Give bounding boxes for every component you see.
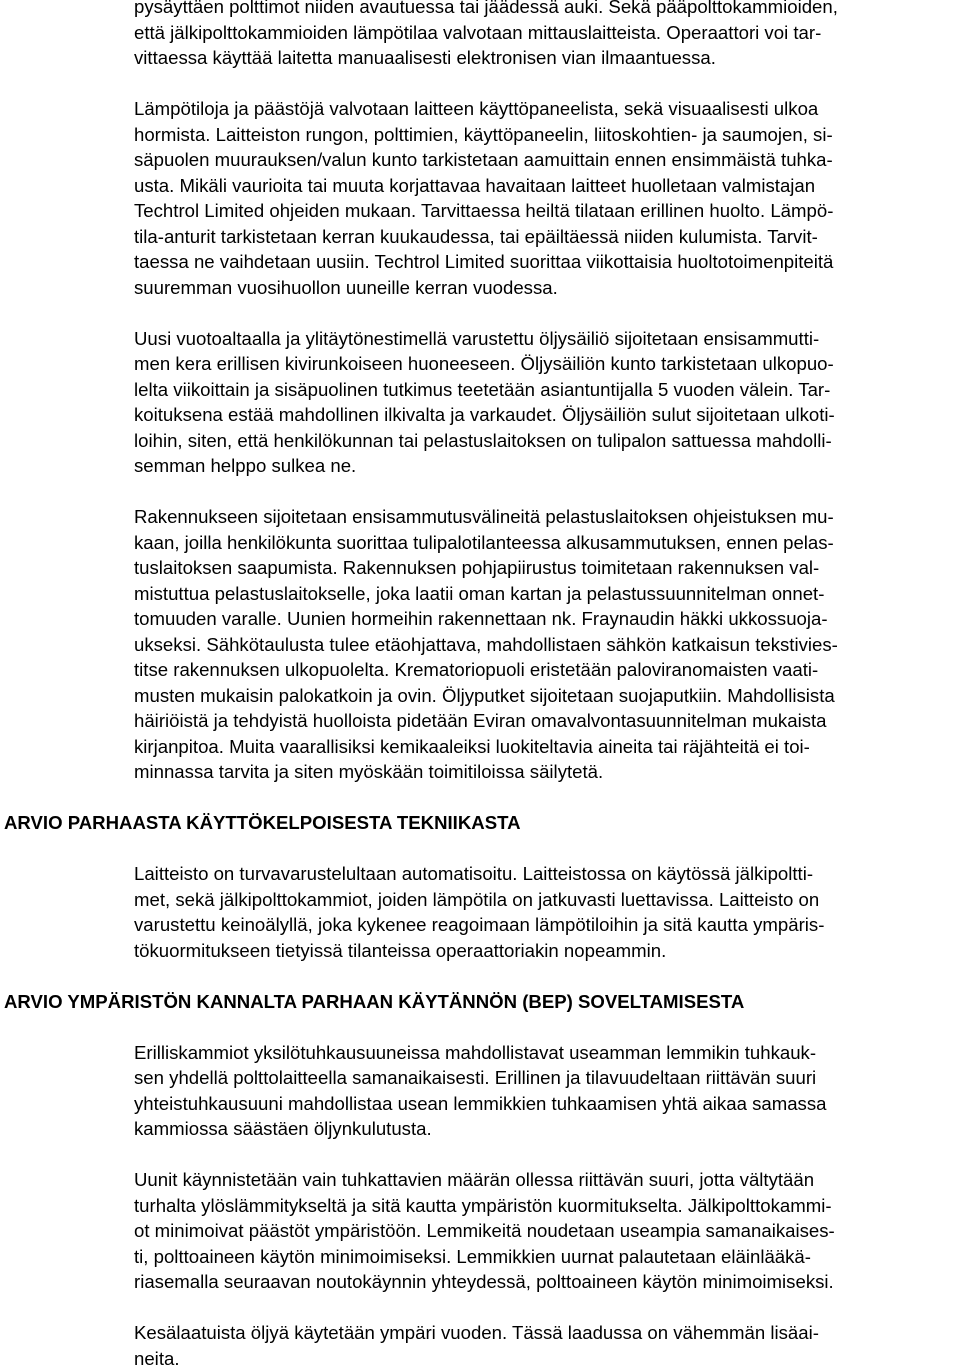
paragraph-fire-safety: Rakennukseen sijoitetaan ensisammutusvälineitä pelastuslaitoksen ohjeistuksen mu- kaan, joilla henkilökunta suorittaa tulipalotilanteessa alkusammutuksen, ennen pelas- tuslaitoksen saapumista. Rakennuksen pohjapiirustus toimitetaan rakennuksen val- mistuttua pelastuslaitokselle, joka laatii oman kartan ja pelastussuunnitelman onnet- tomuuden varalle. Uunien hormeihin rakennettaan nk. Fraynaudin häkki ukkossuoja- ukseksi. Sähkötaulusta tulee etäohjattava, mahdollistaen sähkön katkaisun tekstivies- titse rakennuksen ulkopuolelta. Krematoriopuoli eristetään paloviranomaisten vaati- musten mukaisin palokatkoin ja ovin. Öljyputket sijoitetaan suojaputkiin. Mahdollisista häiriöistä ja tehdyistä huolloista pidetään Eviran omavalvontasuunnitelman mukaista kirjanpitoa. Muita vaarallisiksi kemikaaleiksi luokiteltavia aineita tai räjähteitä ei toi- minnassa tarvita ja siten myöskään toimitiloissa säilytetä. <box>134 506 838 782</box>
paragraph-gap <box>0 1295 960 1321</box>
paragraph-bep-chambers: Erilliskammiot yksilötuhkausuuneissa mahdollistavat useamman lemmikin tuhkauk- sen yhdellä polttolaitteella samanaikaisesti. Erillinen ja tilavuudeltaan riittävän suuri yhteistuhkausuuni mahdollistaa usean lemmikkien tuhkaamisen yhtä aikaa samassa kammiossa säästäen öljynkulutusta. <box>134 1041 827 1139</box>
paragraph-oil-tank: Uusi vuotoaltaalla ja ylitäytönestimellä varustettu öljysäiliö sijoitetaan ensisammutti- men kera erillisen kivirunkoiseen huoneeseen. Öljysäiliön kunto tarkistetaan ulkopuo- lelta viikoittain ja sisäpuolinen tutkimus teetetään asiantuntijalla 5 vuoden välein. Tar- koituksena estää mahdollinen ilkivalta ja varkaudet. Öljysäiliön sulut sijoitetaan ulkoti- loihin, siten, että henkilökunnan tai pelastuslaitoksen on tulipalon sattuessa mahdolli- semman helppo sulkea ne. <box>134 327 835 476</box>
paragraph-gap <box>0 71 960 97</box>
paragraph-gap <box>0 963 960 989</box>
paragraph-bep-operation: Uunit käynnistetään vain tuhkattavien määrän ollessa riittävän suuri, jotta vältytään turhalta ylöslämmitykseltä ja sitä kautta ympäristön kuormitukselta. Jälkipolttokammi- ot minimoivat päästöt ympäristöön. Lemmikeitä noudetaan useampia samanaikaises- ti, polttoaineen käytön minimoimiseksi. Lemmikkien uurnat palautetaan eläinlääkä- riasemalla seuraavan noutokäynnin yhteydessä, polttoaineen käytön minimoimiseksi. <box>134 1169 835 1292</box>
section-heading-bat: ARVIO PARHAASTA KÄYTTÖKELPOISESTA TEKNIIKASTA <box>4 812 521 833</box>
paragraph-gap <box>0 1142 960 1168</box>
section-heading-bep: ARVIO YMPÄRISTÖN KANNALTA PARHAAN KÄYTÄNNÖN (BEP) SOVELTAMISESTA <box>4 990 745 1012</box>
paragraph-burner-control: pysäyttäen polttimot niiden avautuessa tai jäädessä auki. Sekä pääpolttokammioiden, että jälkipolttokammioiden lämpötilaa valvotaan mittauslaitteista. Operaattori voi tar- vittaessa käyttää laitetta manuaalisesti elektronisen vian ilmaantuessa. <box>134 0 838 68</box>
paragraph-gap <box>0 785 960 811</box>
paragraph-gap <box>0 479 960 505</box>
paragraph-gap <box>0 300 960 326</box>
paragraph-monitoring: Lämpötiloja ja päästöjä valvotaan laitteen käyttöpaneelista, sekä visuaalisesti ulkoa hormista. Laitteiston rungon, polttimien, käyttöpaneelin, liitoskohtien- ja saumojen, si- säpuolen muurauksen/valun kunto tarkistetaan aamuittain ennen ensimmäistä tuhka- usta. Mikäli vaurioita tai muuta korjattavaa havaitaan laitteet huolletaan valmistajan Techtrol Limited ohjeiden mukaan. Tarvittaessa heiltä tilataan erillinen huolto. Lämpö- tila-anturit tarkistetaan kerran kuukaudessa, tai epäiltäessä niiden kulumista. Tarvit- taessa ne vaihdetaan uusiin. Techtrol Limited suorittaa viikottaisia huoltotoimenpiteitä suuremman vuosihuollon uuneille kerran vuodessa. <box>134 98 834 298</box>
paragraph-bep-oil: Kesälaatuista öljyä käytetään ympäri vuoden. Tässä laadussa on vähemmän lisäai- neita. <box>134 1322 819 1369</box>
paragraph-gap <box>0 1014 960 1040</box>
paragraph-gap <box>0 836 960 862</box>
paragraph-bat: Laitteisto on turvavarustelultaan automatisoitu. Laitteistossa on käytössä jälkipoltti- met, sekä jälkipolttokammiot, joiden lämpötila on jatkuvasti luettavissa. Laitteisto on varustettu keinoälyllä, joka kykenee reagoimaan lämpötiloihin ja sitä kautta ympäris- tökuormitukseen tietyissä tilanteissa operaattoriakin nopeammin. <box>134 863 825 961</box>
